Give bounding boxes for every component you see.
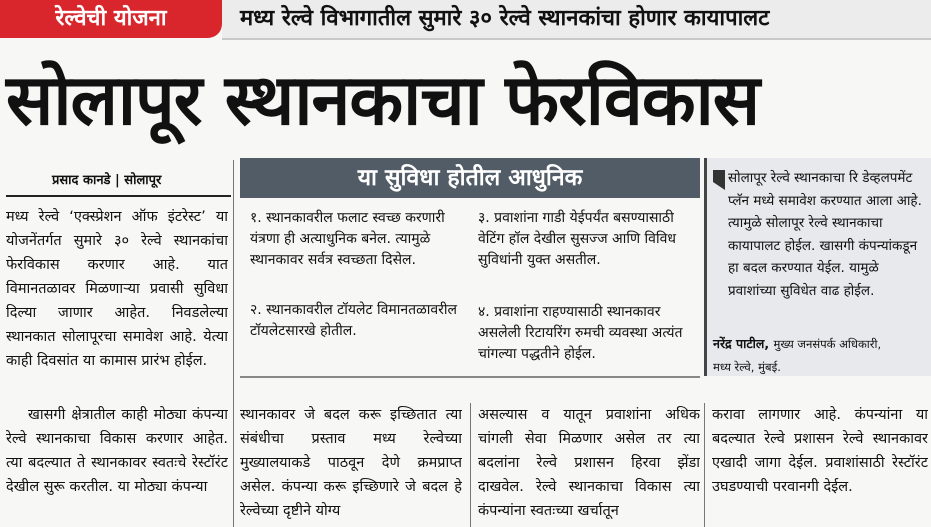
body-column-3: असल्यास व यातून प्रवाशांना अधिक चांगली सेवा मिळणार असेल तर त्या बदलांना रेल्वे प्रशासन हिरवा झेंडा दाखवेल. रेल्वे स्थानकाचा विकास त्या कंपन्यांना स्वतःच्या खर्चातून xyxy=(478,407,700,519)
quote-role-1: मुख्य जनसंपर्क अधिकारी, xyxy=(773,337,882,351)
body-column-1: खासगी क्षेत्रातील काही मोठ्या कंपन्या रेल्वे स्थानकाचा विकास करणार आहेत. त्या बदल्यात ते स्थानकावर स्वतःचे रेस्टॉरंट देखील सुरू करतील. या मोठ्या कंपन्या xyxy=(6,407,228,495)
main-headline: सोलापूर स्थानकाचा फेरविकास xyxy=(6,59,760,141)
features-box-title: या सुविधा होतील आधुनिक xyxy=(240,158,700,198)
feature-item: २. स्थानकावरील टॉयलेट विमानतळावरील टॉयलेटसारखे होतील. xyxy=(250,302,457,339)
column-divider xyxy=(470,403,471,527)
quote-attribution-name xyxy=(713,333,928,355)
quote-role-2: मध्य रेल्वे, मुंबई. xyxy=(713,360,781,374)
column-divider xyxy=(233,160,234,527)
feature-item: ४. प्रवाशांना राहण्यासाठी स्थानकावर असलेली रिटायरिंग रुमची व्यवस्था अत्यंत चांगल्या पद्धतीने होईल. xyxy=(478,304,683,362)
quote-name: नरेंद्र पाटील, xyxy=(713,336,770,351)
body-column-4: करावा लागणार आहे. कंपन्यांना या बदल्यात रेल्वे प्रशासन रेल्वे स्थानकावर एखादी जागा देईल. प्रवाशांसाठी रेस्टॉरंट उघडण्याची परवानगी देईल. xyxy=(712,407,928,495)
kicker-headline: मध्य रेल्वे विभागातील सुमारे ३० रेल्वे स्थानकांचा होणार कायापालट xyxy=(240,6,770,31)
lead-paragraph: मध्य रेल्वे ‘एक्स्प्रेशन ऑफ इंटरेस्ट’ या योजनेंतर्गत सुमारे ३० रेल्वे स्थानकांचा फेरविकास करणार आहे. यात विमानतळावर मिळणाऱ्या प्रवासी सुविधा दिल्या जाणार आहेत. निवडलेल्या स्थानकात सोलापूरचा समावेश आहे. येत्या काही दिवसांत या कामास प्रारंभ होईल. xyxy=(6,209,228,369)
byline: प्रसाद कानडे | सोलापूर xyxy=(52,173,162,188)
column-divider xyxy=(704,403,705,527)
body-column-2: स्थानकावर जे बदल करू इच्छितात त्या संबंधीचा प्रस्ताव मध्य रेल्वेच्या मुख्यालयाकडे पाठवून देणे क्रमप्राप्त असेल. कंपन्या करू इच्छिणारे जे बदल हे रेल्वेच्या दृष्टीने योग्य xyxy=(240,407,462,519)
feature-item: १. स्थानकावरील फलाट स्वच्छ करणारी यंत्रणा ही अत्याधुनिक बनेल. त्यामुळे स्थानकावर सर्वत्र स्वच्छता दिसेल. xyxy=(250,210,445,268)
quote-text: सोलापूर रेल्वे स्थानकाचा रि डेव्हलपमेंट प्लॅन मध्ये समावेश करण्यात आला आहे. त्यामुळे सोलापूर रेल्वे स्थानकाचा कायापालट होईल. खासगी कंपन्यांकडून हा बदल करण्यात येईल. यामुळे प्रवाशांच्या सुविधेत वाढ होईल. xyxy=(728,170,922,299)
byline-divider xyxy=(6,195,231,197)
section-tag: रेल्वेची योजना xyxy=(0,0,222,38)
feature-item: ३. प्रवाशांना गाडी येईपर्यंत बसण्यासाठी वेटिंग हॉल देखील सुसज्ज आणि विविध सुविधांनी युक्त असतील. xyxy=(478,210,676,268)
